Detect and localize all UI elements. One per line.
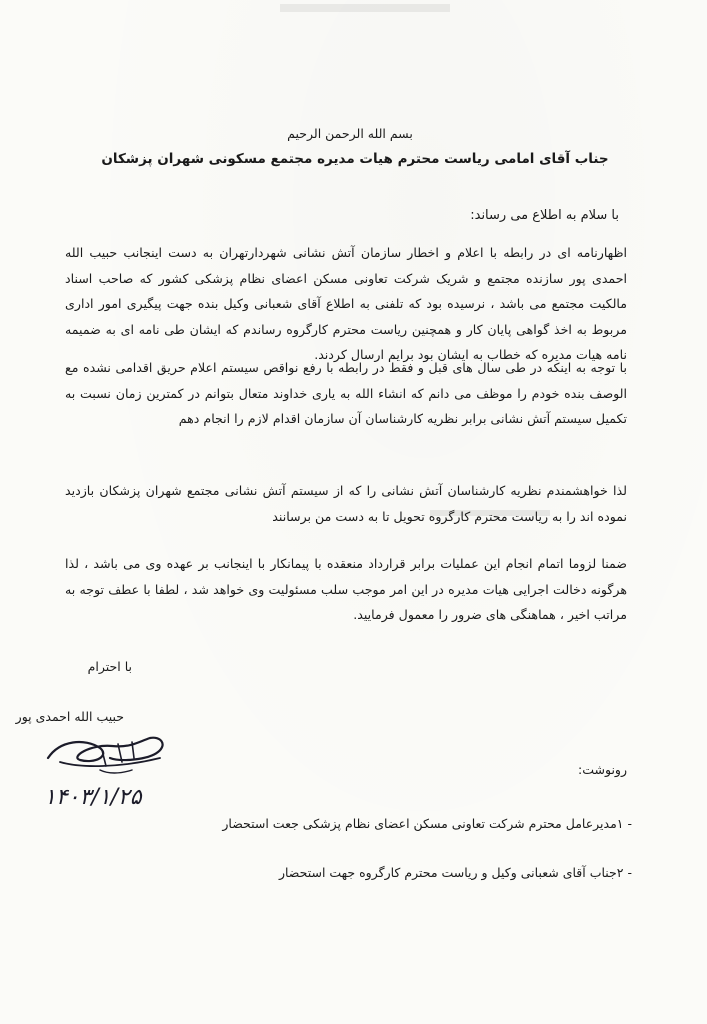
body-paragraph-1: اظهارنامه ای در رابطه با اعلام و اخطار سازمان آتش نشانی شهردارتهران به دست اینجانب حبیب الله احمدی پور سازنده مجتمع و شریک شرکت تعاونی مسکن اعضای نظام پزشکی کشور که صاحب اسناد مالکیت مجتمع می باشد ، نرسیده بود که تلفنی به اطلاع آقای شعبانی وکیل بنده جهت پیگیری امور اداری مربوط به اخذ گواهی پایان کار و همچنین ریاست محترم کارگروه رساندم که ایشان طی نامه ای به ضمیمه نامه هیات مدیره که خطاب به ایشان بود برایم ارسال کردند. bbox=[65, 245, 627, 362]
body-paragraph-4: ضمنا لزوما اتمام انجام این عملیات برابر قرارداد منعقده با پیمانکار با اینجانب بر عهده وی می باشد ، لذا هرگونه دخالت اجرایی هیات مدیره در این امر موجب سلب مسئولیت وی خواهد شد ، لطفا با عطف توجه به مراتب اخیر ، هماهنگی های ضرور را معمول فرمایید. bbox=[65, 556, 627, 622]
faded-header-mark bbox=[280, 0, 450, 18]
body-paragraph-2: با توجه به اینکه در طی سال های قبل و فقط در رابطه با رفع نواقص سیستم اعلام حریق اقدامی نشده مع الوصف بنده خودم را موظف می دانم که انشاء الله به یاری خداوند متعال بتوانم در کمترین زمان نسبت به تکمیل سیستم آتش نشانی برابر نظریه کارشناسان آن سازمان اقدام لازم را انجام دهم bbox=[65, 360, 627, 426]
handwritten-date bbox=[40, 776, 210, 814]
closing-regards: با احترام bbox=[87, 659, 132, 674]
cc-title: رونوشت: bbox=[578, 762, 627, 777]
cc-item-1: - ۱مدیرعامل محترم شرکت تعاونی مسکن اعضای نظام پزشکی جعت استحضار bbox=[222, 816, 632, 831]
body-paragraph-3: لذا خواهشمندم نظریه کارشناسان آتش نشانی را که از سیستم آتش نشانی مجتمع شهران پزشکان بازدید نموده اند را به ریاست محترم کارگروه تحویل تا به دست من برسانند bbox=[65, 483, 627, 524]
cc-item-2: - ۲جناب آقای شعبانی وکیل و ریاست محترم کارگروه جهت استحضار bbox=[278, 865, 632, 880]
handwritten-date-text: ۱۴۰۳/۱/۲۵ bbox=[44, 785, 142, 810]
handwritten-signature bbox=[40, 728, 180, 778]
basmala: بسم الله الرحمن الرحیم bbox=[287, 126, 413, 141]
addressee-line: جناب آقای امامی ریاست محترم هیات مدیره مجتمع مسکونی شهران پزشکان bbox=[101, 151, 609, 167]
signer-name: حبیب الله احمدی پور bbox=[15, 709, 124, 724]
greeting: با سلام به اطلاع می رساند: bbox=[470, 208, 619, 223]
